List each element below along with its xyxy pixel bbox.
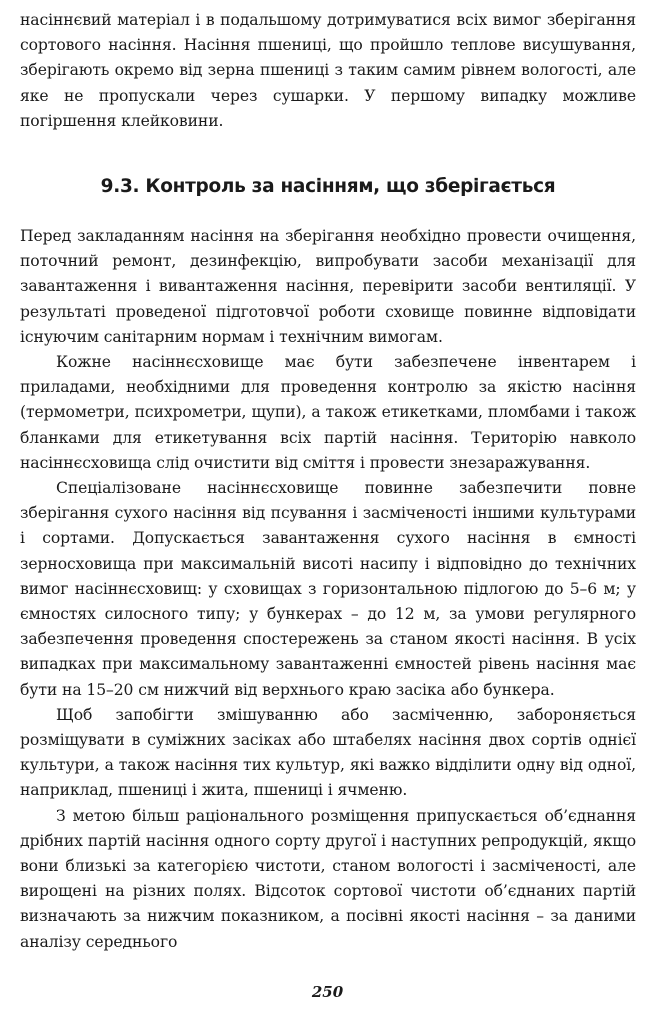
page-number: 250 (311, 983, 344, 1001)
paragraph-5: З метою більш раціонального розміщення припускається об’єднання дрібних партій насіння одного сорту другої і наступних репродукцій, якщо вони близькі за категорією чистоти, станом вологості і засміченості, але вирощені на різних полях. Відсоток сортової чистоти об’єднаних партій визначають за нижчим показником, а посівні якості насіння – за даними аналізу середнього (20, 806, 636, 951)
section-heading: 9.3. Контроль за насінням, що зберігається (100, 176, 556, 197)
paragraph-4: Щоб запобігти змішуванню або засміченню, забороняється розміщувати в суміжних засіках або штабелях насіння двох сортів однієї культури, а також насіння тих культур, які важко відділити одну від одної, наприклад, пшениці і жита, пшениці і ячменю. (20, 705, 636, 800)
paragraph-1: Перед закладанням насіння на зберігання необхідно провести очищення, поточний ремонт, дезинфекцію, випробувати засоби механізації для завантаження і вивантаження насіння, перевірити засоби вентиляції. У результаті проведеної підготовчої роботи сховище повинне відповідати існуючим санітарним нормам і технічним вимогам. (20, 227, 636, 346)
intro-paragraph: насіннєвий матеріал і в подальшому дотримуватися всіх вимог зберігання сортового насіння. Насіння пшениці, що пройшло теплове висушування, зберігають окремо від зерна пшениці з таким самим рівнем вологості, але яке не пропускали через сушарки. У першому випадку можливе погіршення клейковини. (20, 11, 636, 130)
paragraph-2: Кожне насіннєсховище має бути забезпечене інвентарем і приладами, необхідними для проведення контролю за якістю насіння (термометри, психрометри, щупи), а також етикетками, пломбами і також бланками для етикетування всіх партій насіння. Територію навколо насіннєсховища слід очистити від сміття і провести знезаражування. (20, 353, 636, 472)
intro-block (20, 8, 636, 134)
paragraph-3: Спеціалізоване насіннєсховище повинне забезпечити повне зберігання сухого насіння від псування і засміченості іншими культурами і сортами. Допускається завантаження сухого насіння в ємності зерносховища при максимальній висоті насипу і відповідно до технічних вимог насіннєсховищ: у сховищах з горизонтальною підлогою до 5–6 м; у ємностях силосного типу; у бункерах – до 12 м, за умови регулярного забезпечення проведення спостережень за станом якості насіння. В усіх випадках при максимальному завантаженні ємностей рівень насіння має бути на 15–20 см нижчий від верхнього краю засіка або бункера. (20, 479, 636, 699)
section-body (20, 224, 636, 955)
